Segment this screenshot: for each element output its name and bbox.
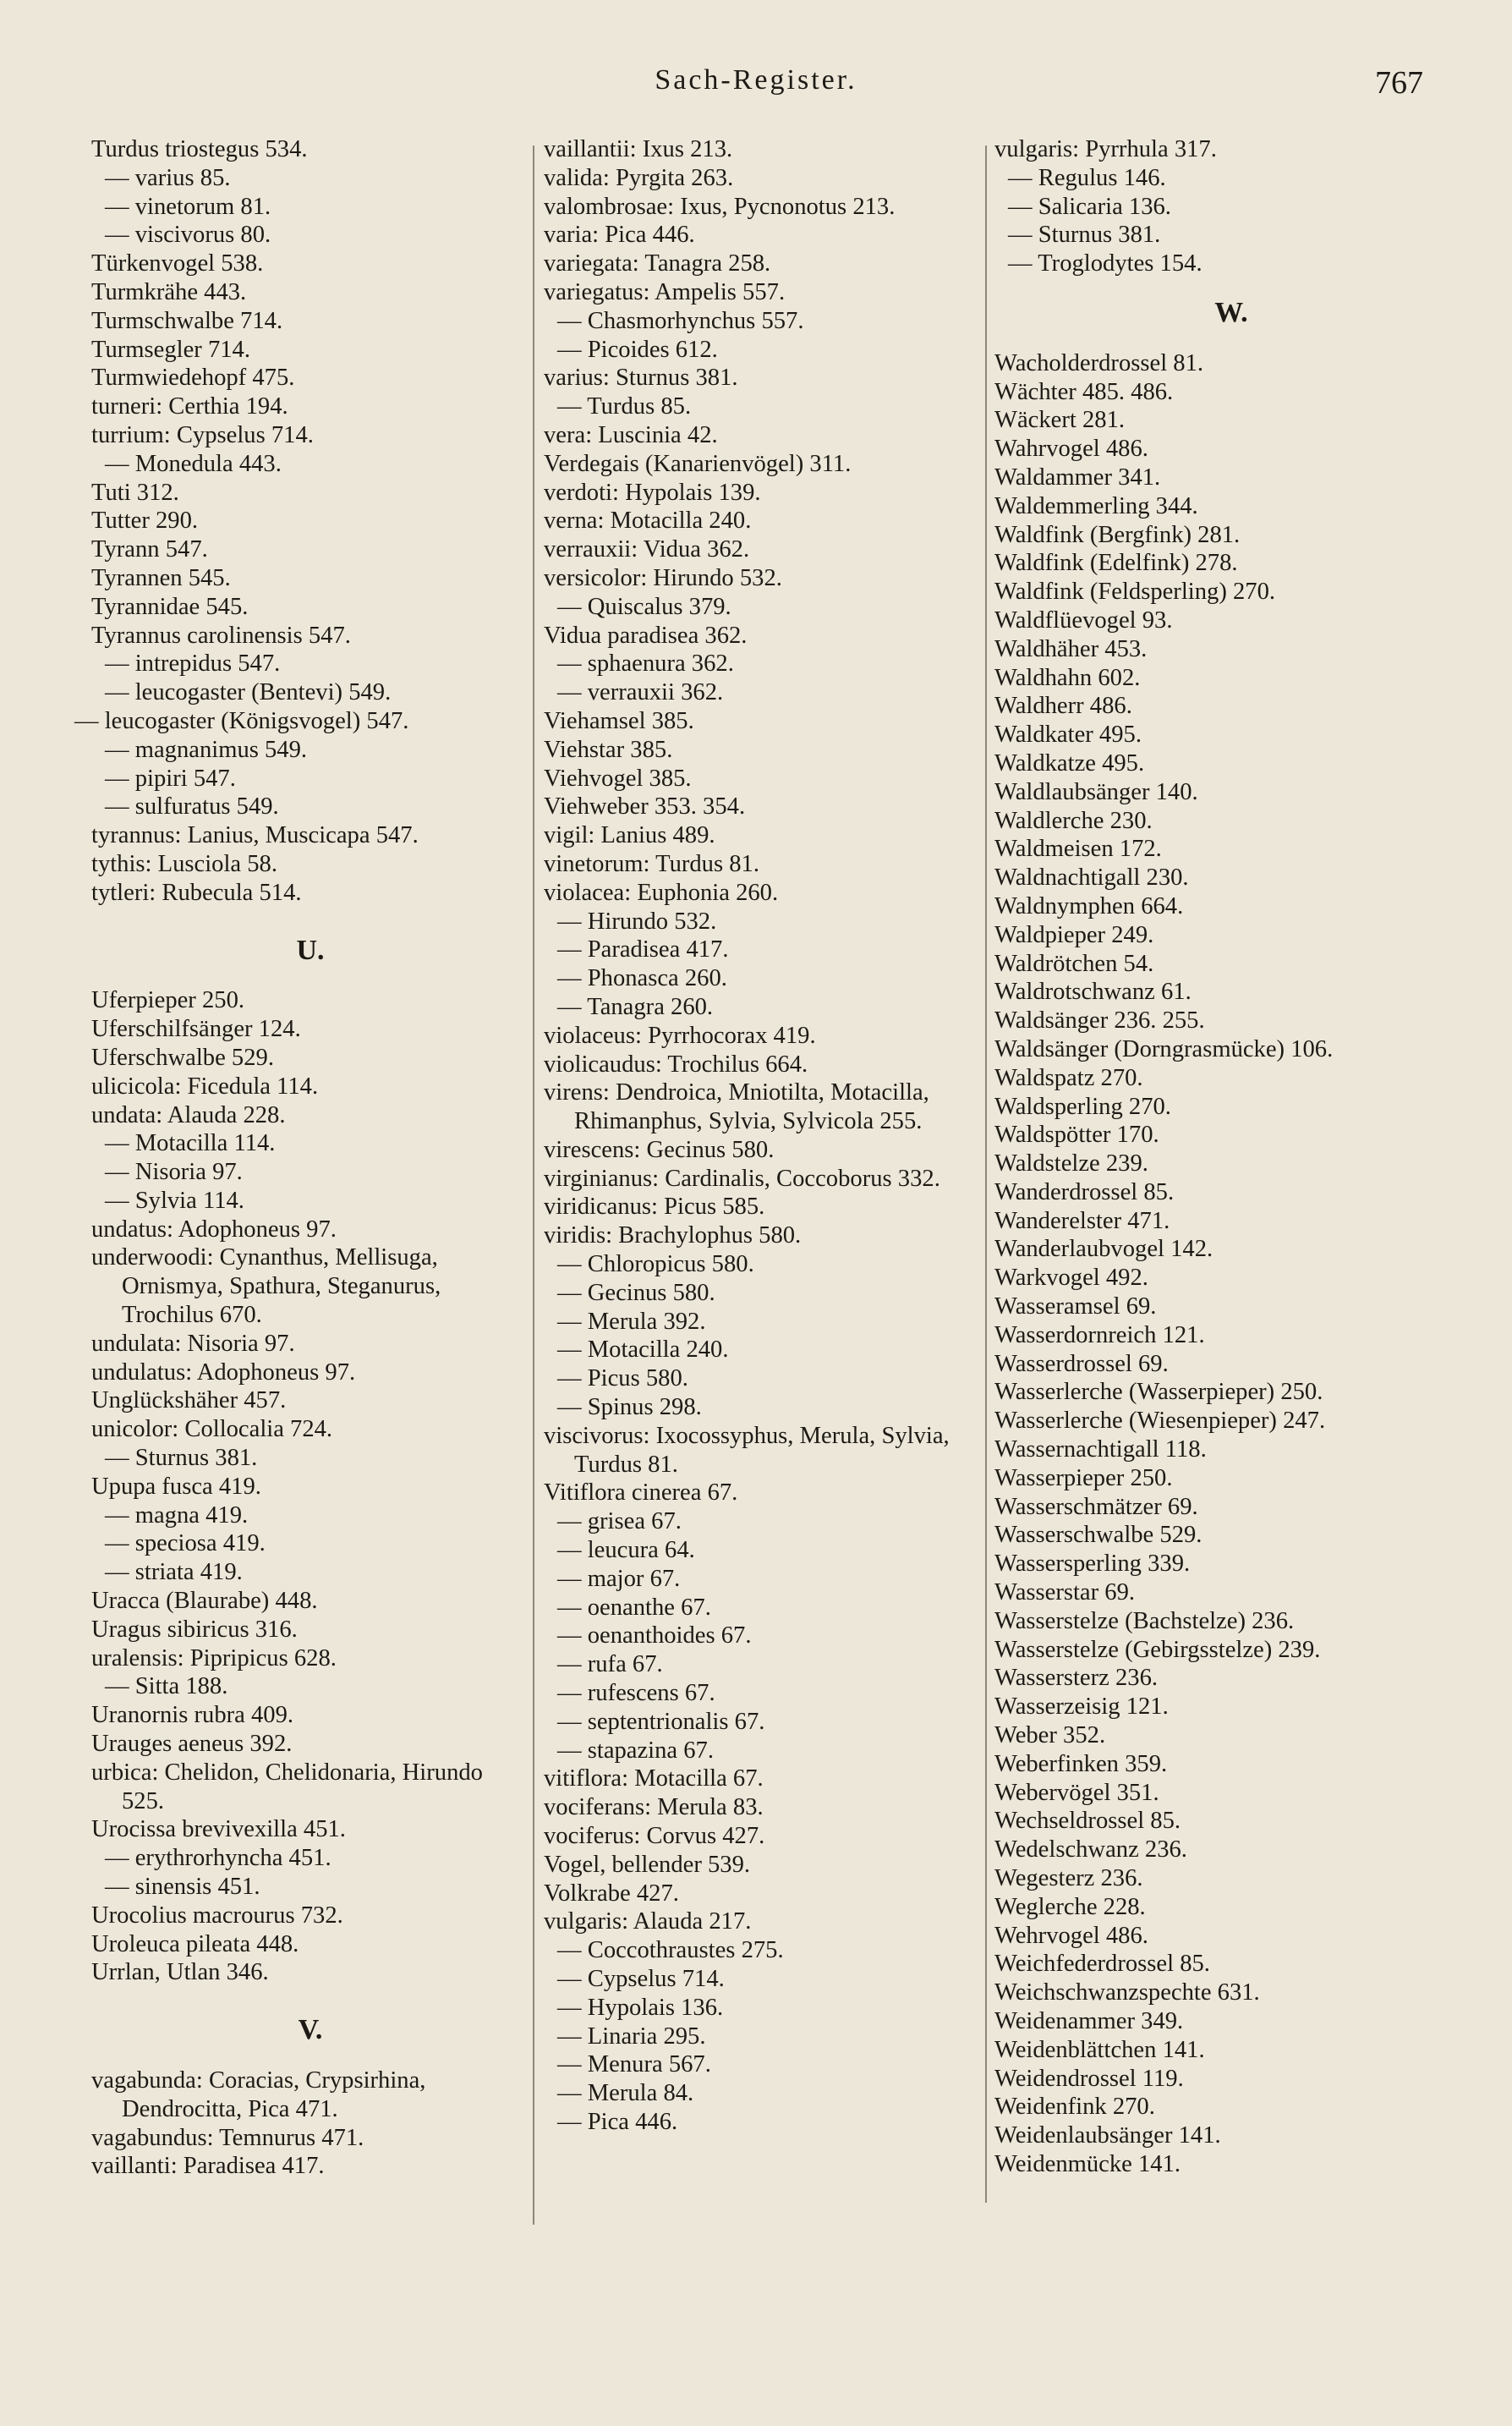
index-entry: Wanderelster 471. <box>994 1207 1170 1234</box>
index-entry: Weidenammer 349. <box>994 2008 1184 2034</box>
index-entry: vigil: Lanius 489. <box>544 822 715 849</box>
index-entry: viridis: Brachylophus 580. <box>544 1222 802 1249</box>
index-entry: — Salicaria 136. <box>1008 193 1171 220</box>
index-entry: Waldsperling 270. <box>994 1093 1171 1120</box>
index-entry: Türkenvogel 538. <box>91 250 264 277</box>
index-entry: vera: Luscinia 42. <box>544 421 718 448</box>
index-entry: — grisea 67. <box>557 1508 682 1535</box>
index-entry: Waldmeisen 172. <box>994 836 1162 863</box>
index-entry: — Merula 84. <box>557 2080 694 2107</box>
index-entry: virescens: Gecinus 580. <box>544 1136 775 1163</box>
index-entry: Wassersperling 339. <box>994 1551 1191 1578</box>
index-entry: — Sturnus 381. <box>105 1445 258 1472</box>
index-entry: Waldhahn 602. <box>994 664 1141 691</box>
index-entry: — Gecinus 580. <box>557 1279 715 1306</box>
index-entry: virens: Dendroica, Mniotilta, Motacilla, Rhimanphus, Sylvia, Sylvicola 255. <box>544 1079 929 1135</box>
index-entry: virginianus: Cardinalis, Coccoborus 332. <box>544 1165 940 1192</box>
index-entry: Weidenfink 270. <box>994 2094 1155 2121</box>
index-entry: verna: Motacilla 240. <box>544 508 752 535</box>
index-entry: vaillantii: Ixus 213. <box>544 136 733 162</box>
index-entry: Warkvogel 492. <box>994 1265 1148 1292</box>
index-entry: Weichschwanzspechte 631. <box>994 1979 1260 2006</box>
index-entry: Wechseldrossel 85. <box>994 1808 1181 1835</box>
index-entry: Waldspötter 170. <box>994 1122 1159 1149</box>
index-entry: — Turdus 85. <box>557 393 692 420</box>
index-entry: — leucogaster (Königsvogel) 547. <box>74 707 409 734</box>
index-entry: Vitiflora cinerea 67. <box>544 1479 738 1507</box>
index-entry: Uferschilfsänger 124. <box>91 1016 301 1043</box>
index-entry: Waldfink (Feldsperling) 270. <box>994 579 1276 606</box>
index-entry: Waldrötchen 54. <box>994 950 1154 977</box>
index-column-2 <box>544 135 977 2137</box>
index-entry: Wegesterz 236. <box>994 1865 1143 1892</box>
index-entry: — viscivorus 80. <box>105 222 271 249</box>
index-entry: — leucogaster (Bentevi) 549. <box>105 679 392 706</box>
index-entry: Weglerche 228. <box>994 1893 1146 1920</box>
index-entry: Waldsänger 236. 255. <box>994 1007 1205 1035</box>
index-entry: Viehvogel 385. <box>544 765 692 792</box>
index-entry: Uferschwalbe 529. <box>91 1044 274 1071</box>
index-entry: — magna 419. <box>105 1501 249 1529</box>
index-entry: Wasserstar 69. <box>994 1579 1136 1606</box>
index-entry-list <box>74 135 529 908</box>
index-entry: — speciosa 419. <box>105 1530 266 1557</box>
index-entry: Wasseramsel 69. <box>994 1293 1157 1320</box>
index-entry: Waldkater 495. <box>994 722 1142 749</box>
index-entry: Uragus sibiricus 316. <box>91 1616 298 1643</box>
index-entry: Wahrvogel 486. <box>994 436 1148 463</box>
page-title: Sach-Register. <box>655 64 857 96</box>
index-entry: Wanderdrossel 85. <box>994 1178 1175 1205</box>
index-entry: Urauges aeneus 392. <box>91 1731 293 1758</box>
index-entry: Wasserlerche (Wasserpieper) 250. <box>994 1379 1323 1406</box>
index-entry: Vogel, bellender 539. <box>544 1851 751 1878</box>
index-entry: Waldfink (Edelfink) 278. <box>994 550 1238 577</box>
index-entry: tyrannus: Lanius, Muscicapa 547. <box>91 822 419 849</box>
index-entry: Waldhäher 453. <box>994 635 1148 662</box>
section-letter-w: W. <box>1214 296 1248 328</box>
index-entry: Uroleuca pileata 448. <box>91 1930 299 1957</box>
index-column-3 <box>994 135 1468 2179</box>
index-entry: Waldlerche 230. <box>994 807 1153 834</box>
index-entry: Wasserzeisig 121. <box>994 1693 1169 1721</box>
index-entry: — Tanagra 260. <box>557 993 714 1020</box>
index-entry: — Paradisea 417. <box>557 936 729 963</box>
index-entry: — Chloropicus 580. <box>557 1251 754 1278</box>
index-entry: — varius 85. <box>105 164 231 191</box>
index-entry: tytleri: Rubecula 514. <box>91 879 302 906</box>
index-entry: Waldrotschwanz 61. <box>994 979 1192 1006</box>
index-entry: Turmsegler 714. <box>91 336 250 363</box>
index-entry: Uferpieper 250. <box>91 987 245 1014</box>
index-entry: Wedelschwanz 236. <box>994 1836 1187 1863</box>
index-entry: valida: Pyrgita 263. <box>544 164 734 191</box>
index-entry: ulicicola: Ficedula 114. <box>91 1073 319 1100</box>
index-entry: — oenanthoides 67. <box>557 1622 752 1649</box>
column-divider <box>985 145 987 2203</box>
index-entry: — vinetorum 81. <box>105 193 271 220</box>
index-entry: varius: Sturnus 381. <box>544 365 738 392</box>
index-entry: — intrepidus 547. <box>105 650 281 678</box>
index-entry: vociferus: Corvus 427. <box>544 1823 765 1850</box>
index-entry: — stapazina 67. <box>557 1737 715 1764</box>
column-divider <box>533 145 534 2225</box>
index-entry: — verrauxii 362. <box>557 679 724 706</box>
index-entry: Tyrannidae 545. <box>91 593 249 620</box>
index-entry: — Sitta 188. <box>105 1673 228 1700</box>
index-entry: Volkrabe 427. <box>544 1880 679 1907</box>
index-entry: Wassersterz 236. <box>994 1665 1159 1692</box>
index-entry: verdoti: Hypolais 139. <box>544 479 761 506</box>
index-entry: Waldflüevogel 93. <box>994 606 1173 634</box>
index-entry: Tuti 312. <box>91 479 179 506</box>
index-entry: — Spinus 298. <box>557 1394 702 1421</box>
index-entry: — leucura 64. <box>557 1537 695 1564</box>
index-entry: vociferans: Merula 83. <box>544 1794 764 1821</box>
index-entry: Urocolius macrourus 732. <box>91 1902 343 1929</box>
index-entry: — Picus 580. <box>557 1365 688 1392</box>
index-entry: — sulfuratus 549. <box>105 793 279 821</box>
index-entry: Waldherr 486. <box>994 693 1132 720</box>
index-entry: Wächter 485. 486. <box>994 378 1174 405</box>
index-entry: — rufa 67. <box>557 1651 663 1678</box>
index-entry: — Merula 392. <box>557 1308 706 1335</box>
index-entry: unicolor: Collocalia 724. <box>91 1416 333 1443</box>
index-entry: Waldemmerling 344. <box>994 492 1198 519</box>
index-entry: Weberfinken 359. <box>994 1750 1168 1777</box>
index-entry: Weidendrossel 119. <box>994 2065 1184 2092</box>
index-entry: — Linaria 295. <box>557 2023 706 2050</box>
index-entry: Wasserlerche (Wiesenpieper) 247. <box>994 1408 1326 1435</box>
index-entry: Wasserschmätzer 69. <box>994 1493 1198 1520</box>
index-entry: Tyrann 547. <box>91 536 208 563</box>
index-entry: versicolor: Hirundo 532. <box>544 564 782 591</box>
index-entry: — magnanimus 549. <box>105 736 308 763</box>
index-entry: viridicanus: Picus 585. <box>544 1194 765 1221</box>
section-letter-v: V. <box>298 2014 323 2046</box>
index-entry: — Motacilla 114. <box>105 1130 276 1157</box>
index-entry: Wacholderdrossel 81. <box>994 349 1204 376</box>
index-entry: Weichfederdrossel 85. <box>994 1951 1210 1978</box>
index-entry: — Hypolais 136. <box>557 1994 724 2021</box>
index-entry: Waldkatze 495. <box>994 749 1145 777</box>
index-entry: Turdus triostegus 534. <box>91 136 308 162</box>
index-entry: Wasserstelze (Bachstelze) 236. <box>994 1607 1295 1634</box>
index-entry: — striata 419. <box>105 1559 243 1586</box>
index-entry: — Quiscalus 379. <box>557 593 731 620</box>
index-entry: undatus: Adophoneus 97. <box>91 1216 337 1243</box>
index-entry: Viehweber 353. 354. <box>544 793 746 821</box>
index-entry: undulatus: Adophoneus 97. <box>91 1358 356 1386</box>
index-entry: Vidua paradisea 362. <box>544 622 748 649</box>
index-entry: urbica: Chelidon, Chelidonaria, Hirundo 525. <box>91 1759 483 1814</box>
index-entry: vagabundus: Temnurus 471. <box>91 2124 364 2151</box>
index-entry: Wassernachtigall 118. <box>994 1436 1207 1463</box>
index-entry: Verdegais (Kanarienvögel) 311. <box>544 450 852 477</box>
index-entry: Wanderlaubvogel 142. <box>994 1236 1213 1263</box>
index-entry: Weidenblättchen 141. <box>994 2036 1205 2063</box>
index-entry: Urrlan, Utlan 346. <box>91 1959 269 1986</box>
index-entry: Turmkrähe 443. <box>91 278 247 305</box>
index-entry: varia: Pica 446. <box>544 222 695 249</box>
index-entry-list <box>994 349 1468 2179</box>
index-entry: — sphaenura 362. <box>557 650 734 678</box>
index-entry: Uranornis rubra 409. <box>91 1702 294 1729</box>
index-entry: vulgaris: Alauda 217. <box>544 1908 752 1935</box>
index-entry: Turmwiedehopf 475. <box>91 365 295 392</box>
index-entry: — Menura 567. <box>557 2051 711 2078</box>
index-entry: — Nisoria 97. <box>105 1159 243 1186</box>
index-entry: vinetorum: Turdus 81. <box>544 850 759 877</box>
index-entry: Wasserdornreich 121. <box>994 1321 1205 1348</box>
index-entry: — erythrorhyncha 451. <box>105 1845 331 1872</box>
index-entry: Unglückshäher 457. <box>91 1387 287 1414</box>
index-entry: Waldammer 341. <box>994 464 1161 491</box>
index-entry: Wäckert 281. <box>994 407 1126 434</box>
index-entry: verrauxii: Vidua 362. <box>544 536 750 563</box>
index-entry: violaceus: Pyrrhocorax 419. <box>544 1022 816 1049</box>
index-entry: — oenanthe 67. <box>557 1594 711 1621</box>
index-entry: variegata: Tanagra 258. <box>544 250 771 277</box>
index-entry-list <box>91 986 529 1987</box>
index-entry: Wasserdrossel 69. <box>994 1350 1169 1377</box>
index-entry: tythis: Lusciola 58. <box>91 850 277 877</box>
index-entry: turneri: Certhia 194. <box>91 393 288 420</box>
index-entry: Upupa fusca 419. <box>91 1473 261 1500</box>
index-entry: — Motacilla 240. <box>557 1336 729 1364</box>
index-entry: uralensis: Pipripicus 628. <box>91 1644 337 1671</box>
index-entry: — pipiri 547. <box>105 765 236 792</box>
index-entry: Wehrvogel 486. <box>994 1922 1148 1949</box>
index-entry: Wasserpieper 250. <box>994 1464 1173 1491</box>
section-letter-u: U. <box>296 934 325 966</box>
index-entry: Weber 352. <box>994 1722 1106 1749</box>
index-entry-list <box>91 2066 529 2181</box>
index-entry: Viehamsel 385. <box>544 707 694 734</box>
index-entry: — Chasmorhynchus 557. <box>557 307 804 334</box>
index-entry: Waldfink (Bergfink) 281. <box>994 521 1241 548</box>
index-entry: — Sylvia 114. <box>105 1187 244 1214</box>
index-entry: — Phonasca 260. <box>557 965 727 992</box>
index-entry: — Regulus 146. <box>1008 164 1166 191</box>
index-entry: Tyrannen 545. <box>91 564 231 591</box>
index-entry: Waldnachtigall 230. <box>994 864 1189 892</box>
index-entry: underwoodi: Cynanthus, Mellisuga, Ornismya, Spathura, Steganurus, Trochilus 670. <box>91 1244 441 1329</box>
index-entry: — Monedula 443. <box>105 450 282 477</box>
index-entry: — Picoides 612. <box>557 336 718 363</box>
index-entry: Wasserstelze (Gebirgsstelze) 239. <box>994 1636 1321 1663</box>
index-entry: Weidenlaubsänger 141. <box>994 2122 1221 2149</box>
index-entry: Waldspatz 270. <box>994 1064 1143 1091</box>
index-entry: — Sturnus 381. <box>1008 222 1161 249</box>
index-entry-list <box>544 135 977 2137</box>
index-entry: — Cypselus 714. <box>557 1966 725 1992</box>
index-entry: Urocissa brevivexilla 451. <box>91 1816 346 1843</box>
index-entry: vagabunda: Coracias, Crypsirhina, Dendrocitta, Pica 471. <box>91 2067 426 2122</box>
index-entry: Tyrannus carolinensis 547. <box>91 622 351 649</box>
index-entry: variegatus: Ampelis 557. <box>544 278 786 305</box>
index-column-1 <box>74 135 529 2181</box>
index-entry: Weidenmücke 141. <box>994 2150 1181 2177</box>
index-entry-list <box>994 135 1468 278</box>
index-entry: — Troglodytes 154. <box>1008 250 1202 277</box>
index-entry: viscivorus: Ixocossyphus, Merula, Sylvia, Turdus 81. <box>544 1422 950 1478</box>
index-entry: Uracca (Blaurabe) 448. <box>91 1588 318 1615</box>
index-entry: Waldnymphen 664. <box>994 892 1184 919</box>
index-entry: vaillanti: Paradisea 417. <box>91 2153 325 2180</box>
index-entry: Waldpieper 249. <box>994 921 1154 948</box>
index-entry: Turmschwalbe 714. <box>91 307 283 334</box>
index-entry: violicaudus: Trochilus 664. <box>544 1051 808 1078</box>
index-entry: — sinensis 451. <box>105 1874 260 1901</box>
index-entry: Waldstelze 239. <box>994 1150 1148 1177</box>
index-entry: Tutter 290. <box>91 508 199 535</box>
index-entry: — rufescens 67. <box>557 1680 715 1707</box>
index-entry: — septentrionalis 67. <box>557 1708 765 1735</box>
index-entry: — Hirundo 532. <box>557 908 717 935</box>
page-number: 767 <box>1375 65 1423 101</box>
index-entry: Wasserschwalbe 529. <box>994 1522 1202 1549</box>
index-entry: Webervögel 351. <box>994 1779 1159 1806</box>
index-entry: vitiflora: Motacilla 67. <box>544 1765 764 1792</box>
index-entry: undata: Alauda 228. <box>91 1101 286 1128</box>
index-entry: violacea: Euphonia 260. <box>544 879 779 906</box>
index-entry: turrium: Cypselus 714. <box>91 421 314 448</box>
index-entry: Waldsänger (Dorngrasmücke) 106. <box>994 1035 1334 1062</box>
index-entry: Waldlaubsänger 140. <box>994 778 1198 805</box>
index-entry: — Coccothraustes 275. <box>557 1937 784 1964</box>
index-entry: — major 67. <box>557 1565 681 1592</box>
index-entry: vulgaris: Pyrrhula 317. <box>994 136 1217 162</box>
index-entry: valombrosae: Ixus, Pycnonotus 213. <box>544 193 896 220</box>
index-entry: Viehstar 385. <box>544 736 673 763</box>
index-entry: undulata: Nisoria 97. <box>91 1330 295 1357</box>
index-entry: — Pica 446. <box>557 2108 678 2135</box>
